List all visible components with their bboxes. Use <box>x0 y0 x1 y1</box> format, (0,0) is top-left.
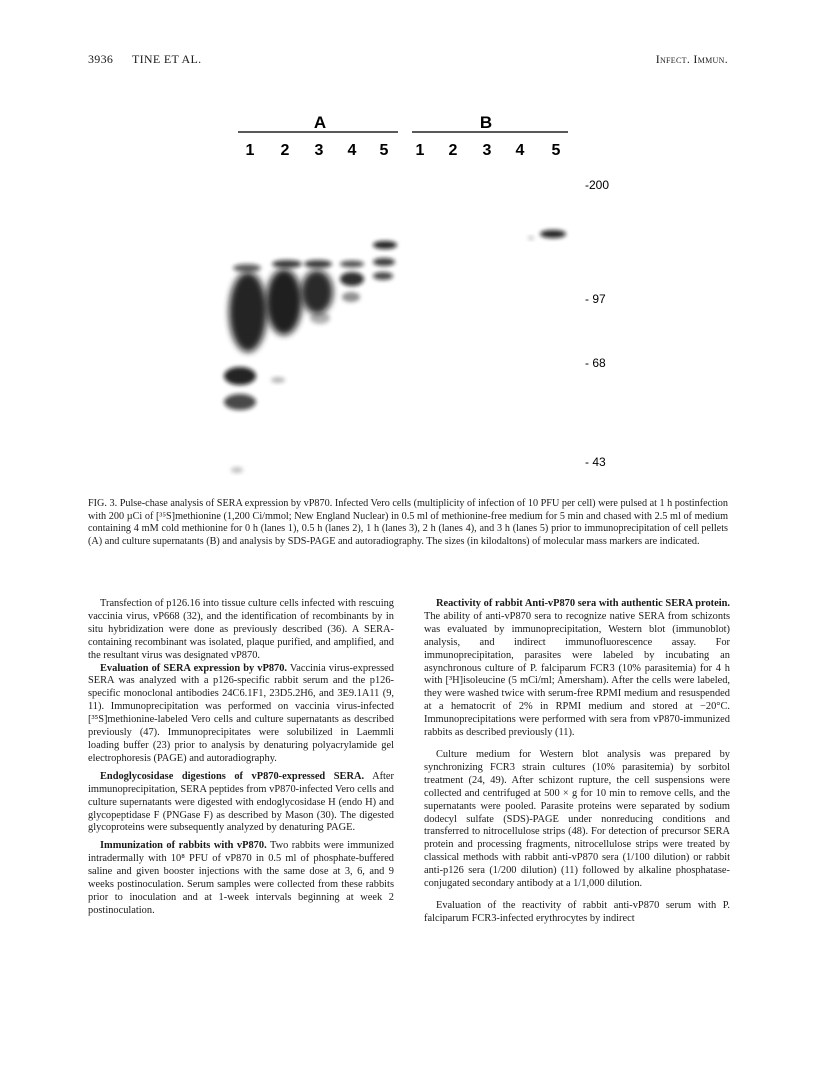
paragraph-text: Two rabbits were immunized intradermally with 10⁸ PFU of vP870 in 0.5 ml of phosphate-buffered saline and given booster injections with the same dose at 3, 6, and 9 weeks postinoculation. Serum samples were collected from these rabbits prior to inoculation and at 1-week intervals beginning at week 2 postinoculation. <box>88 840 394 916</box>
section-heading: Evaluation of SERA expression by vP870. <box>100 662 288 674</box>
paragraph <box>88 771 394 836</box>
right-column <box>424 598 730 926</box>
lane-label: 2 <box>448 142 458 159</box>
paragraph <box>88 840 394 917</box>
lane-label: 2 <box>280 142 290 159</box>
panel-label-a: A <box>313 113 327 132</box>
mw-marker-68: - 68 <box>585 356 606 370</box>
section-heading: Reactivity of rabbit Anti-vP870 sera with authentic SERA protein. <box>436 598 730 609</box>
figure-caption: FIG. 3. Pulse-chase analysis of SERA expression by vP870. Infected Vero cells (multiplicity of infection of 10 PFU per cell) were pulsed at 1 h postinfection with 200 µCi of [³⁵S]methionine (1,200 Ci/mmol; New England Nuclear) in 0.5 ml of methionine-free medium for 5 min and chased with 2.5 ml of medium containing 4 mM cold methionine for 0 h (lanes 1), 0.5 h (lanes 2), 1 h (lanes 3), 2 h (lanes 4), and 3 h (lanes 5) prior to immunoprecipitation of cell pellets (A) and culture supernatants (B) and analysis by SDS-PAGE and autoradiography. The sizes (in kilodaltons) of molecular mass markers are indicated. <box>88 498 728 547</box>
section-heading: Immunization of rabbits with vP870. <box>100 840 267 852</box>
lane-a1-bands <box>224 264 267 473</box>
paragraph-text: After immunoprecipitation, SERA peptides from vP870-infected Vero cells and culture supernatants were digested with endoglycosidase H (endo H) and glycopeptidase F (PNGase F) as described by Mason (30). The digested glycoproteins were subsequently analyzed by denaturing PAGE. <box>88 770 394 834</box>
left-column <box>88 598 394 918</box>
paragraph-text: The ability of anti-vP870 sera to recognize native SERA from schizonts was evaluated by immunoprecipitation, Western blot (immunoblot) analysis, and indirect immunofluorescence assay. For immunoprecipitation, parasites were labeled by incubating an asynchronous culture of P. falciparum FCR3 (10% parasitemia) for 4 h with [³H]isoleucine (5 mCi/ml; Amersham). After the cells were labeled, they were washed twice with serum-free RPMI medium and resuspended at a hematocrit of 2% in RPMI medium and stored at −20°C. Immunoprecipitations were performed with sera from vP870-immunized rabbits as described previously (11). <box>424 610 730 739</box>
lane-label: 1 <box>415 142 425 159</box>
lane-a3-bands <box>301 260 333 324</box>
lane-label: 5 <box>379 142 389 159</box>
paragraph: Culture medium for Western blot analysis was prepared by synchronizing FCR3 strain cultures (10% parasitemia) by sorbitol treatment (24, 49). After schizont rupture, the cell suspensions were collected and centrifuged at 500 × g for 10 min to remove cells, and the supernatants were pooled. Parasite proteins were separated by sodium dodecyl sulfate (SDS)-PAGE under nonreducing conditions and transferred to nitrocellulose strips (48). For detection of precursor SERA protein and processing fragments, nitrocellulose strips were treated by classical methods with rabbit anti-vP870 sera (1/100 dilution) or rabbit anti-p126 sera (1/200 dilution) (11) followed by alkaline phosphatase-conjugated secondary antibody at a 1/1,000 dilution. <box>424 748 730 890</box>
paragraph: Transfection of p126.16 into tissue culture cells infected with rescuing vaccinia virus, vP668 (32), and the identification of recombinants by in situ hybridization were done as previously described (36). A SERA-containing recombinant was isolated, plaque purified, and amplified, and the resultant virus was designated vP870. <box>88 598 394 661</box>
panel-label-b: B <box>479 113 493 132</box>
mw-marker-97: - 97 <box>585 292 606 306</box>
lane-label: 5 <box>551 142 561 159</box>
lane-label: 1 <box>245 142 255 159</box>
lane-label: 4 <box>347 142 357 159</box>
figure-3-gel <box>0 0 816 490</box>
lane-label: 3 <box>314 142 324 159</box>
lane-a5-bands <box>373 241 397 280</box>
lane-label: 3 <box>482 142 492 159</box>
paragraph <box>88 663 394 766</box>
running-authors: TINE ET AL. <box>132 52 202 66</box>
section-heading: Endoglycosidase digestions of vP870-expressed SERA. <box>100 770 365 782</box>
lane-b5-bands <box>528 230 566 240</box>
paragraph-text: Vaccinia virus-expressed SERA was analyzed with a p126-specific rabbit serum and the p126-specific monoclonal antibodies 24C6.1F1, 23D5.2H6, and 3E9.1A11 (9, 11). Immunoprecipitation was performed on vaccinia virus-infected [³⁵S]methionine-labeled Vero cells and culture supernatants as described previously (47). Immunoprecipitates were solubilized in Laemmli loading buffer (23) prior to analysis by denaturing polyacrylamide gel electrophoresis (PAGE) and autoradiography. <box>88 662 394 764</box>
paragraph <box>424 598 730 740</box>
lane-label: 4 <box>515 142 525 159</box>
journal-name: Infect. Immun. <box>655 52 728 66</box>
mw-marker-200: -200 <box>585 178 610 192</box>
lane-a2-bands <box>266 260 302 383</box>
lane-a4-bands <box>340 261 364 303</box>
mw-marker-43: - 43 <box>585 455 606 469</box>
gel-autoradiograph <box>0 0 816 490</box>
page-number: 3936 <box>88 52 114 66</box>
paragraph: Evaluation of the reactivity of rabbit anti-vP870 serum with P. falciparum FCR3-infected erythrocytes by indirect <box>424 899 730 924</box>
